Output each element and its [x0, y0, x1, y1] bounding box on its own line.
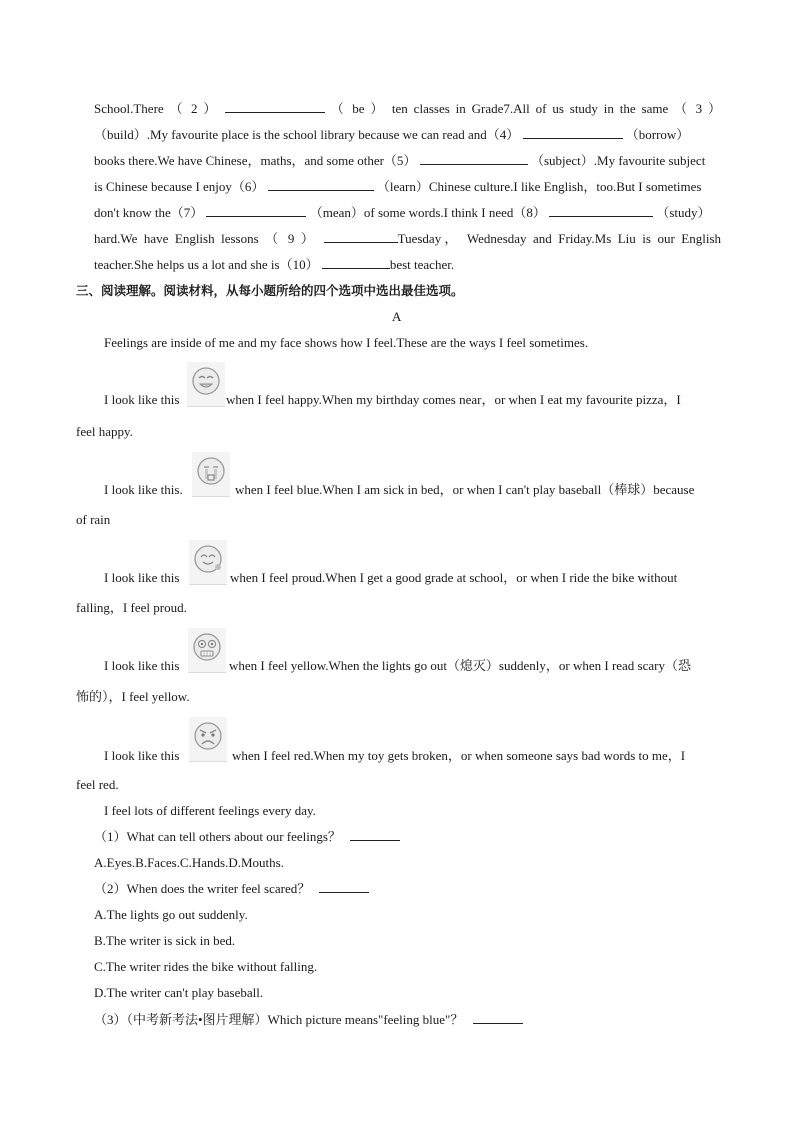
feeling-lead-4: I look like this: [104, 658, 180, 673]
question-2-option-b: B.The writer is sick in bed.: [94, 933, 236, 948]
article-closing: I feel lots of different feelings every day.: [104, 803, 316, 818]
scared-face-icon: [188, 628, 226, 673]
question-3: （3）（中考新考法•图片理解）Which picture means"feeling blue"？: [94, 1012, 523, 1028]
answer-blank-7[interactable]: [206, 205, 306, 217]
feeling-lead-3: I look like this: [104, 570, 180, 585]
question-2-option-d: D.The writer can't play baseball.: [94, 985, 264, 1000]
proud-face-icon: [189, 540, 227, 585]
passage-line-4: is Chinese because I enjoy（6） （learn）Chinese culture.I like English，too.But I sometimes: [94, 179, 702, 194]
answer-blank-9[interactable]: [324, 231, 398, 243]
question-2-option-c: C.The writer rides the bike without falling.: [94, 959, 318, 974]
feeling-lead-2: I look like this.: [104, 482, 183, 497]
feeling-text-3: when I feel proud.When I get a good grade at school，or when I ride the bike without: [230, 570, 678, 585]
answer-blank-5[interactable]: [420, 153, 528, 165]
passage-line-3: books there.We have Chinese，maths，and some other（5） （subject）.My favourite subject: [94, 153, 706, 168]
article-label: A: [392, 309, 402, 324]
feeling-cont-2: of rain: [76, 512, 111, 527]
feeling-cont-4: 怖的），I feel yellow.: [76, 689, 190, 704]
passage-line-7: teacher.She helps us a lot and she is（10） best teacher.: [94, 257, 455, 272]
answer-blank-4[interactable]: [523, 127, 623, 139]
answer-blank-q1[interactable]: [350, 829, 400, 841]
feeling-text-2: when I feel blue.When I am sick in bed，or when I can't play baseball（棒球）because: [235, 482, 695, 497]
feeling-cont-5: feel red.: [76, 777, 119, 792]
feeling-lead-1: I look like this: [104, 392, 180, 407]
answer-blank-6[interactable]: [268, 179, 374, 191]
feeling-cont-1: feel happy.: [76, 424, 133, 439]
feeling-cont-3: falling，I feel proud.: [76, 600, 187, 615]
passage-line-5: don't know the（7） （mean）of some words.I think I need（8） （study）: [94, 205, 711, 220]
angry-face-icon: [189, 717, 227, 762]
answer-blank-10[interactable]: [322, 257, 390, 269]
question-2: （2）When does the writer feel scared？: [94, 881, 369, 897]
question-1-options: A.Eyes.B.Faces.C.Hands.D.Mouths.: [94, 855, 284, 870]
feeling-text-1: when I feel happy.When my birthday comes near，or when I eat my favourite pizza，I: [226, 392, 681, 407]
feeling-text-4: when I feel yellow.When the lights go out（熄灭）suddenly，or when I read scary（恐: [229, 658, 691, 673]
passage-line-6: hard.We have English lessons （ 9 ） Tuesday， Wednesday and Friday.Ms Liu is our English: [94, 231, 721, 246]
crying-face-icon: [192, 452, 230, 497]
answer-blank-q2[interactable]: [319, 881, 369, 893]
passage-line-2: （build）.My favourite place is the school library because we can read and（4） （borrow）: [94, 127, 690, 142]
question-1: （1）What can tell others about our feelings？: [94, 829, 400, 845]
happy-face-icon: [187, 362, 225, 407]
section-heading: 三、阅读理解。阅读材料，从每小题所给的四个选项中选出最佳选项。: [76, 283, 464, 298]
feeling-text-5: when I feel red.When my toy gets broken，or when someone says bad words to me，I: [232, 748, 686, 763]
question-2-option-a: A.The lights go out suddenly.: [94, 907, 248, 922]
answer-blank-q3[interactable]: [473, 1012, 523, 1024]
article-intro: Feelings are inside of me and my face shows how I feel.These are the ways I feel sometimes.: [104, 335, 589, 350]
passage-line-1: School.There （ 2 ） （ be ） ten classes in Grade7.All of us study in the same （ 3 ）: [94, 101, 721, 116]
answer-blank-8[interactable]: [549, 205, 653, 217]
feeling-lead-5: I look like this: [104, 748, 180, 763]
answer-blank-2[interactable]: [225, 101, 325, 113]
